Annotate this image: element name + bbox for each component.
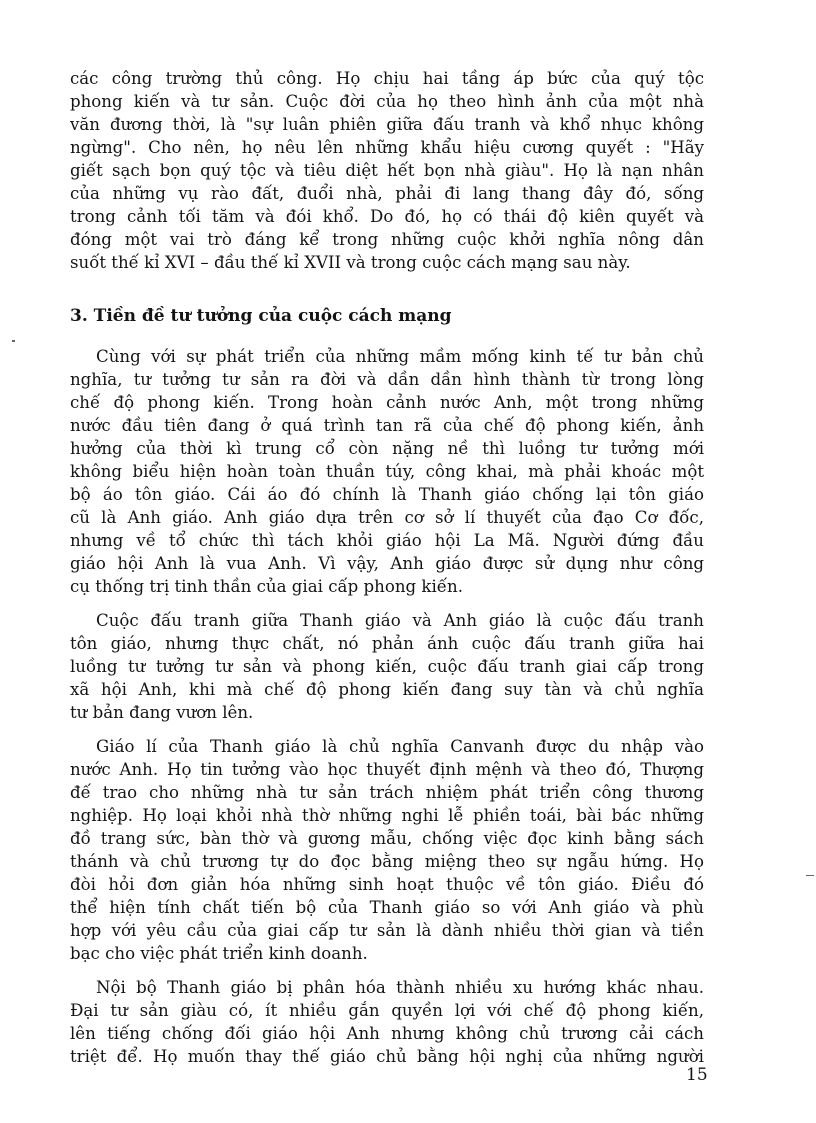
text-line: bộ áo tôn giáo. Cái áo đó chính là Thanh giáo chống lại tôn giáo (70, 485, 704, 504)
text-line: giết sạch bọn quý tộc và tiêu diệt hết bọn nhà giàu". Họ là nạn nhân (70, 161, 704, 180)
text-line: phong kiến và tư sản. Cuộc đời của họ theo hình ảnh của một nhà (70, 92, 704, 111)
text-line: cụ thống trị tinh thần của giai cấp phong kiến. (70, 577, 463, 596)
text-line: nghĩa, tư tưởng tư sản ra đời và dần dần hình thành từ trong lòng (70, 370, 704, 389)
text-line: hợp với yêu cầu của giai cấp tư sản là dành nhiều thời gian và tiền (70, 921, 704, 940)
text-line: xã hội Anh, khi mà chế độ phong kiến đang suy tàn và chủ nghĩa (70, 680, 704, 699)
text-line: giáo hội Anh là vua Anh. Vì vậy, Anh giáo được sử dụng như công (70, 554, 704, 573)
text-line: các công trường thủ công. Họ chịu hai tầng áp bức của quý tộc (70, 69, 704, 88)
text-line: cũ là Anh giáo. Anh giáo dựa trên cơ sở lí thuyết của đạo Cơ đốc, (70, 508, 704, 527)
text-line: đóng một vai trò đáng kể trong những cuộc khởi nghĩa nông dân (70, 230, 704, 249)
text-line: nước Anh. Họ tin tưởng vào học thuyết định mệnh và theo đó, Thượng (70, 760, 704, 779)
text-line: trong cảnh tối tăm và đói khổ. Do đó, họ có thái độ kiên quyết và (70, 207, 704, 226)
text-line: nước đầu tiên đang ở quá trình tan rã của chế độ phong kiến, ảnh (70, 416, 704, 435)
text-line: luồng tư tưởng tư sản và phong kiến, cuộc đấu tranh giai cấp trong (70, 657, 704, 676)
text-line: văn đương thời, là "sự luân phiên giữa đấu tranh và khổ nhục không (70, 115, 704, 134)
text-line: đế trao cho những nhà tư sản trách nhiệm phát triển công thương (70, 783, 704, 802)
text-line: suốt thế kỉ XVI – đầu thế kỉ XVII và trong cuộc cách mạng sau này. (70, 253, 631, 272)
text-line: bạc cho việc phát triển kinh doanh. (70, 944, 368, 963)
text-line: không biểu hiện hoàn toàn thuần túy, công khai, mà phải khoác một (70, 462, 704, 481)
text-line: ngừng". Cho nên, họ nêu lên những khẩu hiệu cương quyết : "Hãy (70, 138, 704, 157)
text-line: tư bản đang vươn lên. (70, 703, 254, 722)
text-line: Cuộc đấu tranh giữa Thanh giáo và Anh giáo là cuộc đấu tranh (96, 611, 704, 630)
text-line: Đại tư sản giàu có, ít nhiều gắn quyền lợi với chế độ phong kiến, (70, 1001, 704, 1020)
text-line: đòi hỏi đơn giản hóa những sinh hoạt thuộc về tôn giáo. Điều đó (70, 875, 704, 894)
text-line: Giáo lí của Thanh giáo là chủ nghĩa Canvanh được du nhập vào (96, 737, 704, 756)
text-line: chế độ phong kiến. Trong hoàn cảnh nước Anh, một trong những (70, 393, 704, 412)
text-line: thể hiện tính chất tiến bộ của Thanh giáo so với Anh giáo và phù (70, 898, 704, 917)
text-line: lên tiếng chống đối giáo hội Anh nhưng không chủ trương cải cách (70, 1024, 704, 1043)
text-line: Cùng với sự phát triển của những mầm mống kinh tế tư bản chủ (96, 347, 704, 366)
section-heading: 3. Tiền đề tư tưởng của cuộc cách mạng (70, 306, 452, 326)
text-line: triệt để. Họ muốn thay thế giáo chủ bằng hội nghị của những người (70, 1047, 704, 1066)
text-line: hưởng của thời kì trung cổ còn nặng nề thì luồng tư tưởng mới (70, 439, 704, 458)
text-line: thánh và chủ trương tự do đọc bằng miệng theo sự ngẫu hứng. Họ (70, 852, 704, 871)
text-line: của những vụ rào đất, đuổi nhà, phải đi lang thang đây đó, sống (70, 184, 704, 203)
page-number: 15 (686, 1065, 708, 1085)
text-line: tôn giáo, nhưng thực chất, nó phản ánh cuộc đấu tranh giữa hai (70, 634, 704, 653)
text-line: Nội bộ Thanh giáo bị phân hóa thành nhiều xu hướng khác nhau. (96, 978, 704, 997)
text-line: đồ trang sức, bàn thờ và gương mẫu, chống việc đọc kinh bằng sách (70, 829, 704, 848)
scan-mark-left (12, 340, 15, 342)
text-line: nhưng về tổ chức thì tách khỏi giáo hội La Mã. Người đứng đầu (70, 531, 704, 550)
text-line: nghiệp. Họ loại khỏi nhà thờ những nghi lễ phiền toái, bài bác những (70, 806, 704, 825)
scan-mark-right (806, 875, 814, 876)
